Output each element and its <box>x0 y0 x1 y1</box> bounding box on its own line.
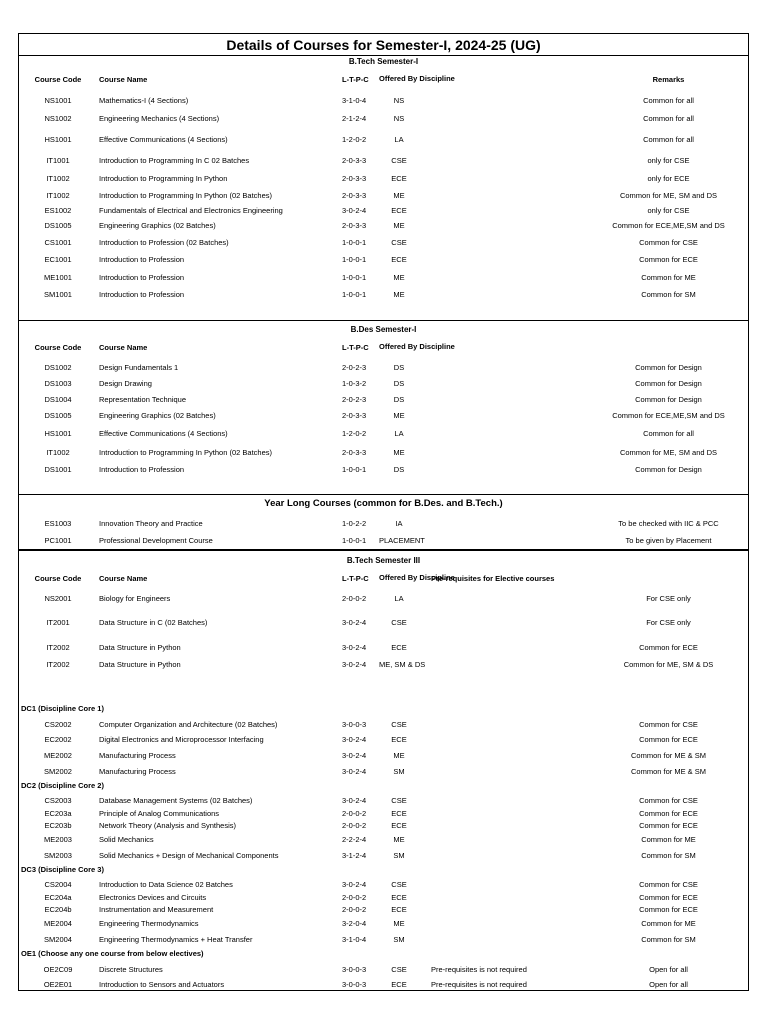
col-discipline: Offered By Discipline <box>379 74 455 83</box>
table-row <box>19 747 748 763</box>
discipline: ECE <box>391 642 407 652</box>
course-name: Design Fundamentals 1 <box>99 362 179 372</box>
group-label-dc3: DC3 (Discipline Core 3) <box>21 865 104 874</box>
discipline: ECE <box>391 904 407 914</box>
remarks: Common for Design <box>635 394 702 404</box>
remarks: Common for ECE <box>639 892 698 902</box>
remarks: Common for CSE <box>639 719 698 729</box>
remarks: Common for ECE <box>639 808 698 818</box>
table-row <box>19 233 748 251</box>
table-row <box>19 638 748 656</box>
course-name: Data Structure in Python <box>99 659 181 669</box>
table-row <box>19 793 748 807</box>
ltpc-value: 3-0-2-4 <box>342 205 367 215</box>
course-code: IT1002 <box>46 190 70 200</box>
remarks: Common for ECE <box>639 820 698 830</box>
discipline: ME <box>393 290 405 299</box>
course-code: NS1001 <box>44 95 72 105</box>
course-name: Effective Communications (4 Sections) <box>99 134 228 144</box>
table-body <box>19 716 748 779</box>
course-name: Digital Electronics and Microprocessor Interfacing <box>99 735 264 744</box>
remarks: Common for ME <box>641 918 696 928</box>
ltpc-value: 1-0-3-2 <box>342 378 367 388</box>
remarks: only for ECE <box>647 173 690 183</box>
discipline: ECE <box>391 820 407 830</box>
table-row <box>19 443 748 461</box>
course-name: Engineering Thermodynamics <box>99 918 199 928</box>
course-name: Instrumentation and Measurement <box>99 904 214 914</box>
col-course-code: Course Code <box>34 573 82 583</box>
table-row <box>19 187 748 203</box>
ltpc-value: 3-0-2-4 <box>342 735 367 744</box>
discipline: LA <box>394 593 404 603</box>
course-name: Introduction to Profession (02 Batches) <box>99 237 229 247</box>
remarks: Common for ME <box>641 272 696 282</box>
discipline: ME <box>393 750 405 760</box>
remarks: Common for CSE <box>639 237 698 247</box>
course-name: Engineering Thermodynamics + Heat Transfer <box>99 934 253 944</box>
course-name: Computer Organization and Architecture (02 Batches) <box>99 719 278 729</box>
table-row <box>19 423 748 443</box>
col-discipline: Offered By Discipline <box>379 342 455 351</box>
ltpc-value: 2-1-2-4 <box>342 113 367 123</box>
ltpc-value: 2-2-2-4 <box>342 834 367 844</box>
course-code: DS1005 <box>44 220 72 230</box>
btech-sem1-section <box>19 56 748 321</box>
ltpc-value: 2-0-3-3 <box>342 190 367 200</box>
course-name: Fundamentals of Electrical and Electronics Engineering <box>99 205 283 215</box>
course-code: ME1001 <box>44 272 72 282</box>
ltpc-value: 3-0-2-4 <box>342 642 367 652</box>
table-row <box>19 590 748 606</box>
table-row <box>19 169 748 187</box>
discipline: ME <box>393 410 405 420</box>
ltpc-value: 3-2-0-4 <box>342 918 367 928</box>
course-name: Introduction to Sensors and Actuators <box>99 980 225 989</box>
course-name: Introduction to Programming In Python (02 Batches) <box>99 447 273 457</box>
course-code: SM1001 <box>44 290 72 299</box>
remarks: Common for ME, SM and DS <box>619 447 718 457</box>
ltpc-value: 2-0-3-3 <box>342 447 367 457</box>
ltpc-value: 1-0-0-1 <box>342 464 367 474</box>
ltpc-value: 3-0-2-4 <box>342 659 367 669</box>
course-code: ME2003 <box>44 834 72 844</box>
discipline: LA <box>394 134 404 144</box>
remarks: Common for SM <box>641 850 696 860</box>
course-code: DS1003 <box>44 378 72 388</box>
table-row <box>19 831 748 847</box>
course-code: CS2003 <box>44 795 72 805</box>
remarks: Common for all <box>643 428 694 438</box>
table-row <box>19 606 748 638</box>
course-code: EC203b <box>44 820 72 830</box>
ltpc-value: 3-0-0-3 <box>342 964 367 974</box>
ltpc-value: 1-2-0-2 <box>342 134 367 144</box>
course-name: Design Drawing <box>99 378 152 388</box>
remarks: Common for CSE <box>639 879 698 889</box>
prerequisite: Pre-requisites is not required <box>431 980 527 989</box>
table-header <box>19 566 748 590</box>
remarks: Common for SM <box>641 934 696 944</box>
course-code: IT2001 <box>46 617 70 627</box>
course-code: SM2003 <box>44 850 72 860</box>
col-ltpc: L-T-P-C <box>342 573 369 583</box>
table-body <box>19 877 748 947</box>
discipline: CSE <box>391 795 407 805</box>
remarks: Common for Design <box>635 362 702 372</box>
course-name: Solid Mechanics <box>99 834 154 844</box>
discipline: NS <box>393 95 405 105</box>
course-code: IT1001 <box>46 155 70 165</box>
course-code: ES1003 <box>44 519 72 528</box>
table-row <box>19 915 748 931</box>
course-name: Introduction to Profession <box>99 464 185 474</box>
course-name: Principle of Analog Communications <box>99 808 220 818</box>
table-body <box>19 359 748 477</box>
bdes-sem1-section <box>19 324 748 495</box>
table-row <box>19 903 748 915</box>
ltpc-value: 2-0-3-3 <box>342 220 367 230</box>
discipline: ECE <box>391 892 407 902</box>
discipline: ME <box>393 918 405 928</box>
course-name: Engineering Mechanics (4 Sections) <box>99 113 220 123</box>
table-row <box>19 977 748 991</box>
discipline: ECE <box>391 173 407 183</box>
table-row <box>19 251 748 268</box>
table-body <box>19 590 748 672</box>
remarks: Common for ECE <box>639 735 698 744</box>
course-name: Manufacturing Process <box>99 750 176 760</box>
remarks: Common for ECE,ME,SM and DS <box>612 410 725 420</box>
discipline: CSE <box>391 617 407 627</box>
discipline: CSE <box>391 237 407 247</box>
ltpc-value: 3-0-2-4 <box>342 879 367 889</box>
table-row <box>19 716 748 732</box>
course-name: Engineering Graphics (02 Batches) <box>99 410 216 420</box>
discipline: ME <box>393 190 405 200</box>
remarks: For CSE only <box>646 593 691 603</box>
course-code: NS2001 <box>44 593 72 603</box>
course-code: EC2002 <box>44 735 72 744</box>
ltpc-value: 3-1-2-4 <box>342 850 367 860</box>
course-sheet <box>18 33 749 991</box>
remarks: Common for ME & SM <box>630 750 706 760</box>
discipline: ME, SM & DS <box>379 659 426 669</box>
group-label-dc2: DC2 (Discipline Core 2) <box>21 781 104 790</box>
discipline: ECE <box>391 255 407 264</box>
course-name: Data Structure in Python <box>99 642 181 652</box>
course-code: EC1001 <box>44 255 72 264</box>
discipline: LA <box>394 428 404 438</box>
course-code: IT1002 <box>46 173 70 183</box>
btech-sem3-section <box>19 555 748 991</box>
ltpc-value: 2-0-0-2 <box>342 593 367 603</box>
remarks: only for CSE <box>647 155 690 165</box>
discipline: CSE <box>391 155 407 165</box>
course-name: Effective Communications (4 Sections) <box>99 428 228 438</box>
discipline: DS <box>393 378 405 388</box>
ltpc-value: 1-0-0-1 <box>342 272 367 282</box>
col-discipline: Offered By Discipline <box>379 573 455 582</box>
course-name: Introduction to Data Science 02 Batches <box>99 879 233 889</box>
ltpc-value: 2-0-2-3 <box>342 394 367 404</box>
remarks: For CSE only <box>646 617 691 627</box>
remarks: Common for ECE,ME,SM and DS <box>612 220 725 230</box>
remarks: Common for all <box>643 113 694 123</box>
ltpc-value: 2-0-3-3 <box>342 410 367 420</box>
course-code: DS1002 <box>44 362 72 372</box>
ltpc-value: 1-0-0-1 <box>342 536 367 545</box>
table-row <box>19 286 748 303</box>
ltpc-value: 2-0-0-2 <box>342 808 367 818</box>
discipline: SM <box>393 934 405 944</box>
discipline: ME <box>393 272 405 282</box>
table-body <box>19 511 748 549</box>
table-row <box>19 819 748 831</box>
ltpc-value: 2-0-0-2 <box>342 904 367 914</box>
table-row <box>19 532 748 549</box>
ltpc-value: 3-0-2-4 <box>342 617 367 627</box>
remarks: only for CSE <box>647 205 690 215</box>
course-name: Introduction to Profession <box>99 272 185 282</box>
col-course-name: Course Name <box>99 74 148 84</box>
table-row <box>19 515 748 532</box>
col-course-name: Course Name <box>99 573 148 583</box>
ltpc-value: 2-0-0-2 <box>342 892 367 902</box>
ltpc-value: 1-0-0-1 <box>342 255 367 264</box>
discipline: DS <box>393 362 405 372</box>
section-title: B.Tech Semester-I <box>348 57 419 66</box>
table-row <box>19 203 748 217</box>
course-name: Mathematics-I (4 Sections) <box>99 95 189 105</box>
ltpc-value: 2-0-2-3 <box>342 362 367 372</box>
ltpc-value: 3-0-0-3 <box>342 719 367 729</box>
table-row <box>19 961 748 977</box>
table-row <box>19 217 748 233</box>
course-code: ES1002 <box>44 205 72 215</box>
course-code: ME2004 <box>44 918 72 928</box>
course-name: Introduction to Programming In Python <box>99 173 228 183</box>
remarks: Common for SM <box>641 290 696 299</box>
course-code: IT2002 <box>46 659 70 669</box>
table-row <box>19 407 748 423</box>
group-label-dc1: DC1 (Discipline Core 1) <box>21 704 104 713</box>
col-prerequisites: Pre-requisites for Elective courses <box>431 573 555 583</box>
remarks: Common for Design <box>635 378 702 388</box>
table-row <box>19 763 748 779</box>
remarks: Common for ME, SM & DS <box>623 659 714 669</box>
ltpc-value: 1-0-0-1 <box>342 237 367 247</box>
course-name: Manufacturing Process <box>99 766 176 776</box>
table-row <box>19 656 748 672</box>
course-code: EC203a <box>44 808 72 818</box>
course-name: Introduction to Profession <box>99 255 185 264</box>
course-code: DS1005 <box>44 410 72 420</box>
course-code: CS1001 <box>44 237 72 247</box>
table-row <box>19 91 748 109</box>
remarks: To be checked with IIC & PCC <box>618 519 719 528</box>
page-title: Details of Courses for Semester-I, 2024-25 (UG) <box>19 34 748 56</box>
course-name: Electronics Devices and Circuits <box>99 892 207 902</box>
remarks: Common for ECE <box>639 642 698 652</box>
col-ltpc: L-T-P-C <box>342 342 369 352</box>
course-name: Introduction to Programming In C 02 Batches <box>99 155 250 165</box>
table-row <box>19 268 748 286</box>
course-name: Biology for Engineers <box>99 593 171 603</box>
table-body <box>19 91 748 303</box>
course-code: SM2004 <box>44 934 72 944</box>
table-body <box>19 793 748 863</box>
ltpc-value: 3-0-0-3 <box>342 980 367 989</box>
course-code: IT2002 <box>46 642 70 652</box>
course-name: Network Theory (Analysis and Synthesis) <box>99 820 236 830</box>
course-code: CS2004 <box>44 879 72 889</box>
ltpc-value: 3-0-2-4 <box>342 766 367 776</box>
discipline: ECE <box>391 735 407 744</box>
table-row <box>19 359 748 375</box>
course-code: SM2002 <box>44 766 72 776</box>
remarks: Common for all <box>643 95 694 105</box>
table-row <box>19 375 748 391</box>
remarks: Open for all <box>649 964 688 974</box>
course-code: DS1004 <box>44 394 72 404</box>
remarks: To be given by Placement <box>625 536 712 545</box>
course-name: Innovation Theory and Practice <box>99 519 203 528</box>
table-row <box>19 877 748 891</box>
ltpc-value: 3-1-0-4 <box>342 95 367 105</box>
course-code: HS1001 <box>44 134 72 144</box>
prerequisite: Pre-requisites is not required <box>431 964 527 974</box>
table-row <box>19 151 748 169</box>
course-name: Introduction to Programming In Python (02 Batches) <box>99 190 273 200</box>
course-code: EC204a <box>44 892 72 902</box>
ltpc-value: 1-0-2-2 <box>342 519 367 528</box>
ltpc-value: 2-0-0-2 <box>342 820 367 830</box>
discipline: CSE <box>391 719 407 729</box>
discipline: ECE <box>391 205 407 215</box>
remarks: Common for ECE <box>639 255 698 264</box>
table-header <box>19 67 748 91</box>
year-long-section <box>19 497 748 551</box>
section-title: B.Des Semester-I <box>350 325 417 334</box>
table-row <box>19 127 748 151</box>
discipline: ME <box>393 220 405 230</box>
remarks: Common for CSE <box>639 795 698 805</box>
discipline: DS <box>393 394 405 404</box>
remarks: Common for Design <box>635 464 702 474</box>
remarks: Common for ME & SM <box>630 766 706 776</box>
discipline: SM <box>393 850 405 860</box>
table-row <box>19 847 748 863</box>
course-name: Professional Development Course <box>99 536 213 545</box>
course-code: PC1001 <box>44 536 72 545</box>
table-body <box>19 961 748 991</box>
discipline: ME <box>393 447 405 457</box>
section-title: Year Long Courses (common for B.Des. and B.Tech.) <box>264 498 503 509</box>
course-code: NS1002 <box>44 113 72 123</box>
course-name: Introduction to Profession <box>99 290 185 299</box>
discipline: SM <box>393 766 405 776</box>
ltpc-value: 3-1-0-4 <box>342 934 367 944</box>
discipline: PLACEMENT <box>379 536 425 545</box>
ltpc-value: 1-0-0-1 <box>342 290 367 299</box>
table-row <box>19 391 748 407</box>
table-row <box>19 732 748 747</box>
ltpc-value: 3-0-2-4 <box>342 750 367 760</box>
discipline: ME <box>393 834 405 844</box>
remarks: Common for all <box>643 134 694 144</box>
course-code: ME2002 <box>44 750 72 760</box>
course-code: OE2E01 <box>43 980 73 989</box>
ltpc-value: 1-2-0-2 <box>342 428 367 438</box>
discipline: CSE <box>391 879 407 889</box>
col-ltpc: L-T-P-C <box>342 74 369 84</box>
ltpc-value: 3-0-2-4 <box>342 795 367 805</box>
ltpc-value: 2-0-3-3 <box>342 173 367 183</box>
course-name: Database Management Systems (02 Batches) <box>99 795 253 805</box>
course-name: Discrete Structures <box>99 964 163 974</box>
col-course-code: Course Code <box>34 74 82 84</box>
course-code: HS1001 <box>44 428 72 438</box>
col-remarks: Remarks <box>652 74 685 84</box>
table-row <box>19 931 748 947</box>
discipline: ECE <box>391 808 407 818</box>
remarks: Common for ME <box>641 834 696 844</box>
table-row <box>19 109 748 127</box>
course-name: Solid Mechanics + Design of Mechanical Components <box>99 850 279 860</box>
remarks: Open for all <box>649 980 688 989</box>
col-course-code: Course Code <box>34 342 82 352</box>
table-row <box>19 891 748 903</box>
discipline: CSE <box>391 964 407 974</box>
discipline: IA <box>395 519 403 528</box>
course-name: Representation Technique <box>99 394 187 404</box>
discipline: NS <box>393 113 405 123</box>
course-code: CS2002 <box>44 719 72 729</box>
discipline: ECE <box>391 980 407 989</box>
group-label-oe1: OE1 (Choose any one course from below electives) <box>21 949 204 958</box>
table-header <box>19 335 748 359</box>
discipline: DS <box>393 464 405 474</box>
course-code: DS1001 <box>44 464 72 474</box>
course-code: EC204b <box>44 904 72 914</box>
remarks: Common for ECE <box>639 904 698 914</box>
ltpc-value: 2-0-3-3 <box>342 155 367 165</box>
course-code: IT1002 <box>46 447 70 457</box>
course-name: Engineering Graphics (02 Batches) <box>99 220 216 230</box>
course-name: Data Structure in C (02 Batches) <box>99 617 208 627</box>
table-row <box>19 807 748 819</box>
remarks: Common for ME, SM and DS <box>619 190 718 200</box>
section-title: B.Tech Semester III <box>346 556 421 565</box>
course-code: OE2C09 <box>43 964 73 974</box>
col-course-name: Course Name <box>99 342 148 352</box>
table-row <box>19 461 748 477</box>
